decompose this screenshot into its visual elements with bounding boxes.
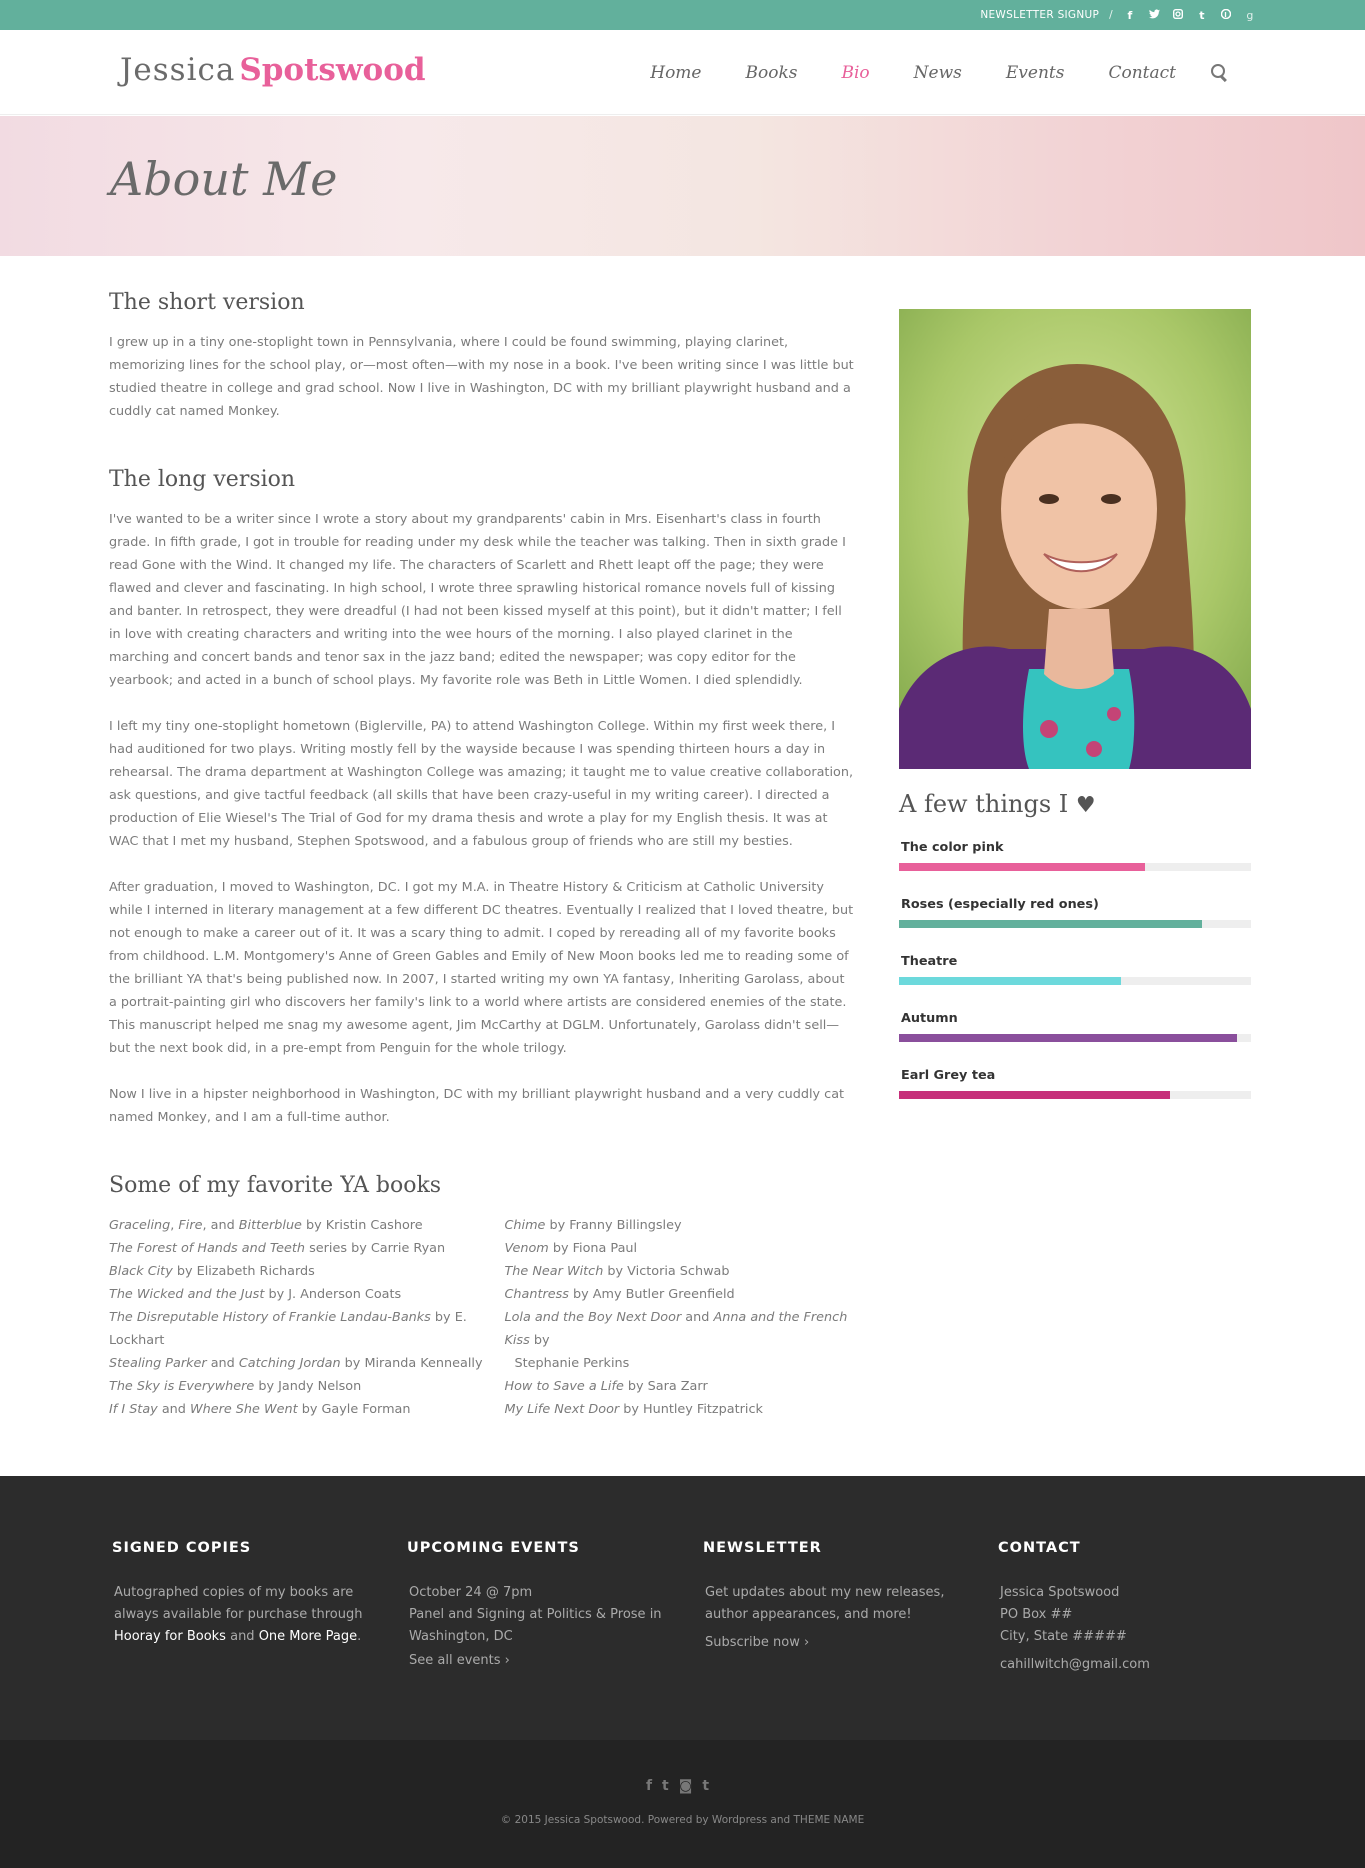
- sidebar-favorites: [899, 790, 1251, 1125]
- facebook-icon[interactable]: f: [645, 1778, 663, 1794]
- book-item: Lola and the Boy Next Door and Anna and the French Kiss by Stephanie Perkins: [504, 1310, 848, 1371]
- favorite-progress-fill: [899, 1034, 1237, 1042]
- event-description: Panel and Signing at Politics & Prose in Washington, DC: [409, 1607, 662, 1644]
- short-version-heading: The short version: [109, 290, 305, 315]
- logo-first-name: Jessica: [120, 52, 236, 88]
- book-item: Stealing Parker and Catching Jordan by Miranda Kenneally: [109, 1356, 483, 1371]
- top-bar: [0, 0, 1365, 30]
- favorite-progress-fill: [899, 1091, 1170, 1099]
- footer-contact: [998, 1540, 1258, 1676]
- site-logo[interactable]: [120, 52, 426, 88]
- book-item: The Disreputable History of Frankie Landau-Banks by E. Lockhart: [109, 1310, 467, 1348]
- newsletter-signup-link[interactable]: NEWSLETTER SIGNUP: [980, 9, 1100, 21]
- nav-home[interactable]: Home: [650, 62, 702, 83]
- favorite-progress-bar: [899, 1034, 1251, 1042]
- favorite-progress-bar: [899, 977, 1251, 985]
- page-title: About Me: [110, 152, 338, 206]
- favorite-progress-bar: [899, 863, 1251, 871]
- footer-heading: UPCOMING EVENTS: [407, 1540, 580, 1556]
- book-item: The Wicked and the Just by J. Anderson Coats: [109, 1287, 402, 1302]
- favorite-books-section: [109, 1173, 854, 1421]
- facebook-icon[interactable]: f: [1127, 8, 1133, 22]
- separator: /: [1109, 9, 1113, 21]
- see-all-events-link[interactable]: See all events ›: [409, 1653, 510, 1668]
- main-nav: [606, 30, 1230, 115]
- nav-contact[interactable]: Contact: [1108, 62, 1176, 83]
- book-item: The Near Witch by Victoria Schwab: [504, 1264, 730, 1279]
- tumblr-icon[interactable]: t: [702, 1778, 720, 1794]
- short-version-text: I grew up in a tiny one-stoplight town in Pennsylvania, where I could be found swimming, playing clarinet, memorizing lines for the school play, or—most often—with my nose in a book. I've been writing since I was little but studied theatre in college and grad school. Now I live in Washington, DC with my brilliant playwright husband and a cuddly cat named Monkey.: [109, 335, 854, 419]
- goodreads-icon[interactable]: g: [1246, 8, 1254, 22]
- favorite-progress-fill: [899, 920, 1202, 928]
- pinterest-icon[interactable]: [1219, 9, 1233, 22]
- favorites-heading: A few things I ♥: [899, 790, 1096, 818]
- footer-social: [0, 1778, 1365, 1794]
- contact-email-link[interactable]: cahillwitch@gmail.com: [1000, 1657, 1150, 1672]
- nav-books[interactable]: Books: [745, 62, 798, 83]
- heart-icon: ♥: [1075, 793, 1096, 818]
- long-version-section: [109, 467, 854, 1129]
- favorite-progress-fill: [899, 863, 1145, 871]
- book-item: If I Stay and Where She Went by Gayle Forman: [109, 1402, 411, 1417]
- favorite-books-heading: Some of my favorite YA books: [109, 1173, 442, 1198]
- hooray-for-books-link[interactable]: Hooray for Books: [114, 1629, 226, 1644]
- author-photo: [899, 309, 1251, 769]
- footer-signed-copies: [112, 1540, 372, 1648]
- contact-city: City, State #####: [1000, 1629, 1127, 1644]
- event-date: October 24 @ 7pm: [409, 1585, 533, 1600]
- search-icon[interactable]: [1210, 63, 1230, 83]
- favorite-label: Autumn: [901, 1011, 958, 1026]
- favorite-item: [899, 840, 1251, 871]
- footer-bottom: [0, 1740, 1365, 1868]
- twitter-icon[interactable]: [1147, 9, 1161, 22]
- favorite-item: [899, 954, 1251, 985]
- favorite-progress-bar: [899, 1091, 1251, 1099]
- favorite-label: The color pink: [901, 840, 1004, 855]
- book-item: Chime by Franny Billingsley: [504, 1218, 682, 1233]
- footer-heading: SIGNED COPIES: [112, 1540, 252, 1556]
- newsletter-text: Get updates about my new releases, author appearances, and more!: [705, 1585, 945, 1622]
- favorite-progress-bar: [899, 920, 1251, 928]
- logo-last-name: Spotswood: [239, 52, 426, 88]
- long-version-paragraph: After graduation, I moved to Washington, DC. I got my M.A. in Theatre History & Criticism at Catholic University while I interned in literary management at a few different DC theatres. Eventually I realized that I loved theatre, but not enough to make a career out of it. It was a scary thing to admit. I coped by rereading all of my favorite books from childhood. L.M. Montgomery's Anne of Green Gables and Emily of New Moon books led me to reading some of the brilliant YA that's being published now. In 2007, I started writing my own YA fantasy, Inheriting Garolass, about a portrait-painting girl who discovers her family's link to a world where artists are considered enemies of the state. This manuscript helped me snag my awesome agent, Jim McCarthy at DGLM. Unfortunately, Garolass didn't sell—but the next book did, in a pre-empt from Penguin for the whole trilogy.: [109, 880, 854, 1056]
- instagram-icon[interactable]: [1171, 9, 1185, 22]
- favorite-item: [899, 1011, 1251, 1042]
- book-item: Venom by Fiona Paul: [504, 1241, 638, 1256]
- long-version-heading: The long version: [109, 467, 296, 492]
- instagram-icon[interactable]: ◙: [678, 1778, 703, 1794]
- nav-news[interactable]: News: [913, 62, 962, 83]
- main-content: [109, 290, 854, 1451]
- book-item: How to Save a Life by Sara Zarr: [504, 1379, 708, 1394]
- book-item: My Life Next Door by Huntley Fitzpatrick: [504, 1402, 763, 1417]
- favorite-label: Earl Grey tea: [901, 1068, 996, 1083]
- short-version-section: [109, 290, 854, 423]
- footer-heading: CONTACT: [998, 1540, 1081, 1556]
- favorite-item: [899, 897, 1251, 928]
- contact-name: Jessica Spotswood: [1000, 1585, 1120, 1600]
- favorite-books-list: [109, 1214, 854, 1421]
- signed-copies-text: Autographed copies of my books are always available for purchase through Hooray for Books and One More Page.: [114, 1585, 363, 1644]
- book-item: Graceling, Fire, and Bitterblue by Kristin Cashore: [109, 1218, 423, 1233]
- book-item: The Forest of Hands and Teeth series by Carrie Ryan: [109, 1241, 446, 1256]
- book-item: The Sky is Everywhere by Jandy Nelson: [109, 1379, 362, 1394]
- favorite-label: Theatre: [901, 954, 958, 969]
- long-version-paragraph: I left my tiny one-stoplight hometown (Biglerville, PA) to attend Washington College. Within my first week there, I had auditioned for two plays. Writing mostly fell by the wayside because I was spending thirteen hours a day in rehearsal. The drama department at Washington College was amazing; it taught me to value creative collaboration, ask questions, and give tactful feedback (all skills that have been crazy-useful in my writing career). I directed a production of Elie Wiesel's The Trial of God for my drama thesis and wrote a play for my English thesis. It was at WAC that I met my husband, Stephen Spotswood, and a fabulous group of friends who are still my besties.: [109, 719, 854, 849]
- favorite-progress-fill: [899, 977, 1121, 985]
- footer-upcoming-events: [407, 1540, 667, 1672]
- favorite-label: Roses (especially red ones): [901, 897, 1099, 912]
- tumblr-icon[interactable]: t: [1199, 8, 1205, 22]
- favorites-list: [899, 840, 1251, 1099]
- nav-events[interactable]: Events: [1005, 62, 1065, 83]
- nav-bio[interactable]: Bio: [841, 62, 870, 83]
- site-header: [0, 30, 1365, 115]
- footer-newsletter: [703, 1540, 963, 1654]
- footer: [0, 1476, 1365, 1740]
- twitter-icon[interactable]: t: [662, 1778, 679, 1794]
- subscribe-link[interactable]: Subscribe now ›: [705, 1635, 810, 1650]
- page-hero: [0, 116, 1365, 256]
- copyright: © 2015 Jessica Spotswood. Powered by Wordpress and THEME NAME: [500, 1814, 865, 1826]
- one-more-page-link[interactable]: One More Page: [258, 1629, 358, 1644]
- long-version-paragraph: Now I live in a hipster neighborhood in Washington, DC with my brilliant playwright husband and a very cuddly cat named Monkey, and I am a full-time author.: [109, 1087, 845, 1125]
- book-item: Black City by Elizabeth Richards: [109, 1264, 315, 1279]
- books-column-1: [109, 1214, 504, 1421]
- books-column-2: [504, 1214, 854, 1421]
- footer-heading: NEWSLETTER: [703, 1540, 822, 1556]
- contact-po-box: PO Box ##: [1000, 1607, 1073, 1622]
- favorite-item: [899, 1068, 1251, 1099]
- long-version-paragraph: I've wanted to be a writer since I wrote a story about my grandparents' cabin in Mrs. Eisenhart's class in fourth grade. In fifth grade, I got in trouble for reading under my desk while the teacher was talking. Then in sixth grade I read Gone with the Wind. It changed my life. The characters of Scarlett and Rhett leapt off the page; they were flawed and clever and fascinating. In high school, I wrote three sprawling historical romance novels full of kissing and banter. In retrospect, they were dreadful (I had not been kissed myself at this point), but it didn't matter; I fell in love with creating characters and writing into the wee hours of the morning. I also played clarinet in the marching and concert bands and tenor sax in the jazz band; edited the newspaper; was copy editor for the yearbook; and acted in a bunch of school plays. My favorite role was Beth in Little Women. I died splendidly.: [109, 512, 846, 688]
- book-item: Chantress by Amy Butler Greenfield: [504, 1287, 735, 1302]
